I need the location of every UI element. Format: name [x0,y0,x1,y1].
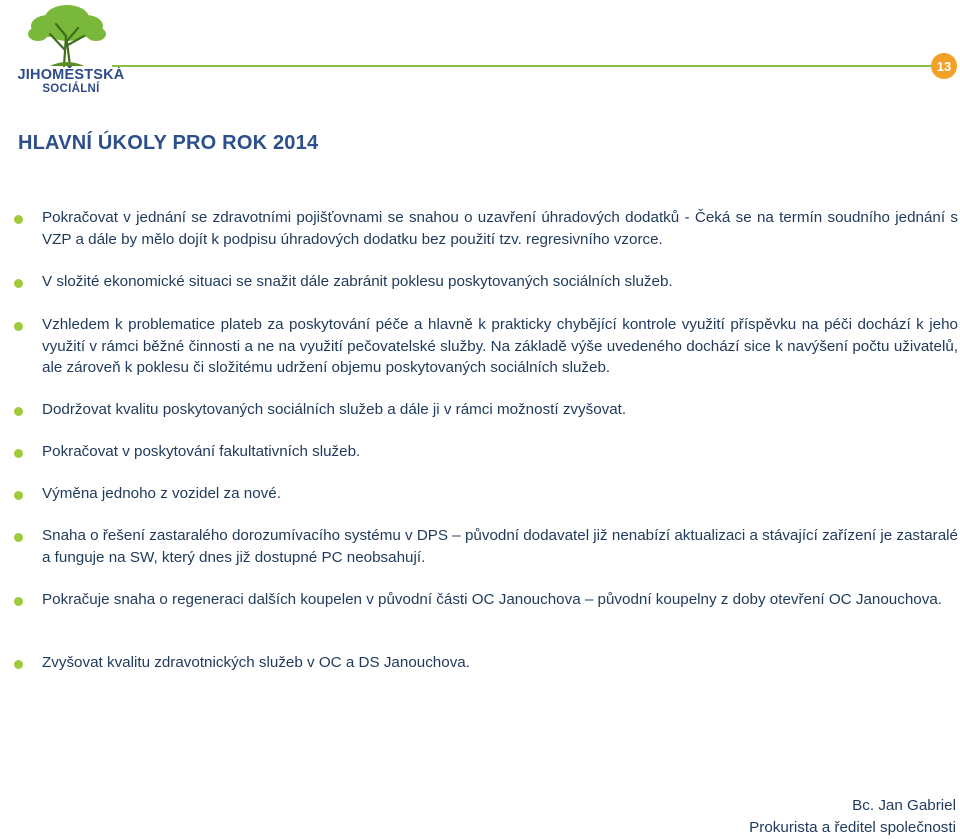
logo-text-line2: SOCIÁLNÍ [42,83,100,95]
bullet-icon [14,491,23,500]
task-text: Výměna jednoho z vozidel za nové. [42,485,281,502]
signature-role: Prokurista a ředitel společnosti [749,818,956,836]
task-text: Snaha o řešení zastaralého dorozumívacího systému v DPS – původní dodavatel již nenabízí aktualizaci a stávající zařízení je zastaralé a funguje na SW, který dnes již dostupné PC neobsahují. [42,527,958,566]
bullet-icon [14,660,23,669]
bullet-icon [14,533,23,542]
tree-logo-icon [26,2,108,68]
signature-name: Bc. Jan Gabriel [852,797,956,814]
task-text: Dodržovat kvalitu poskytovaných sociálních služeb a dále ji v rámci možností zvyšovat. [42,401,627,418]
task-text: Zvyšovat kvalitu zdravotnických služeb v OC a DS Janouchova. [42,654,470,671]
signature-block [749,795,956,838]
page-title: HLAVNÍ ÚKOLY PRO ROK 2014 [18,132,319,154]
bullet-icon [14,215,23,224]
page-number-badge: 13 [931,53,957,79]
task-text: V složité ekonomické situaci se snažit dále zabránit poklesu poskytovaných sociálních služeb. [42,273,673,290]
bullet-icon [14,322,23,331]
task-text: Pokračuje snaha o regeneraci dalších koupelen v původní části OC Janouchova – původní koupelny z doby otevření OC Janouchova. [42,591,943,608]
logo-text-line1: JIHOMĚSTSKÁ [17,67,125,83]
bullet-icon [14,407,23,416]
company-logo [14,2,125,98]
bullet-icon [14,279,23,288]
task-text: Pokračovat v poskytování fakultativních služeb. [42,443,361,460]
task-text: Pokračovat v jednání se zdravotními pojišťovnami se snahou o uzavření úhradových dodatků - Čeká se na termín soudního jednání s VZP a dále by mělo dojít k podpisu úhradových dodatku bez použití tzv. regresivního vzorce. [42,209,958,248]
task-text: Vzhledem k problematice plateb za poskytování péče a hlavně k prakticky chybějící kontrole využití příspěvku na péči dochází k jeho využití v rámci běžné činnosti a ne na využití pečovatelské služby. Na základě výše uvedeného dochází sice k navýšení počtu uživatelů, ale zároveň k poklesu či složitému udržení objemu poskytovaných sociálních služeb. [42,316,958,376]
bullet-icon [14,597,23,606]
bullet-icon [14,449,23,458]
header-divider [112,65,934,67]
